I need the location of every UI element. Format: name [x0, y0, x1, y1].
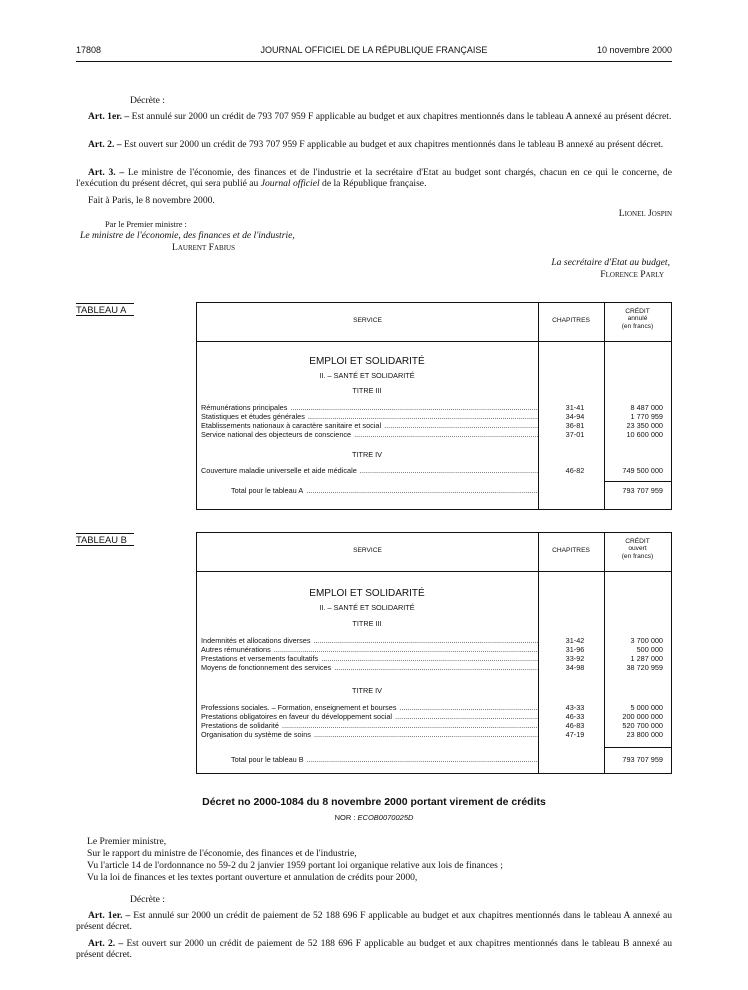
table-row: [201, 422, 667, 431]
row-label: Indemnités et allocations diverses: [201, 637, 311, 645]
decrete-line: Décrète :: [130, 95, 165, 106]
row-amount: 749 500 000: [622, 466, 663, 475]
total-row: [201, 756, 667, 765]
titre-heading: TITRE III: [352, 619, 382, 628]
table-row: [201, 467, 667, 476]
article-3: [76, 167, 672, 189]
row-amount: 1 287 000: [630, 654, 663, 663]
row-chapter: 34-98: [565, 663, 585, 672]
article-label: Art. 2. –: [88, 938, 124, 949]
total-row: [201, 487, 667, 496]
header-divider: [197, 341, 671, 342]
article-label: Art. 1er. –: [88, 111, 130, 122]
header-rule: [76, 61, 672, 62]
total-amount: 793 707 959: [622, 486, 663, 495]
row-amount: 38 720 959: [626, 663, 663, 672]
col-service: SERVICE: [353, 547, 382, 554]
ministry-heading: EMPLOI ET SOLIDARITÉ: [309, 356, 425, 367]
article-1: [76, 111, 672, 122]
journal-title: JOURNAL OFFICIEL DE LA RÉPUBLIQUE FRANÇAISE: [260, 45, 488, 55]
table-row: [201, 413, 667, 422]
titre-heading: TITRE IV: [352, 686, 382, 695]
table-row: [201, 722, 667, 731]
row-amount: 200 000 000: [622, 712, 663, 721]
row-amount: 5 000 000: [630, 703, 663, 712]
header-divider: [197, 571, 671, 572]
article-label: Art. 3. –: [88, 167, 125, 178]
journal-officiel-italic: Journal officiel: [260, 178, 320, 190]
signature-jospin: Lionel Jospin: [618, 208, 672, 219]
row-label: Rémunérations principales: [201, 404, 288, 412]
row-label: Etablissements nationaux à caractère sanitaire et social: [201, 422, 382, 430]
row-amount: 23 800 000: [626, 730, 663, 739]
row-label: Statistiques et études générales: [201, 413, 305, 421]
row-label: Prestations de solidarité: [201, 722, 279, 730]
col-credit-line: CRÉDIT: [625, 538, 650, 545]
nor-code: ECOB0070025D: [357, 813, 414, 822]
tableau-b-label: TABLEAU B: [76, 533, 134, 546]
table-row: [201, 637, 667, 646]
col-credit: [604, 308, 671, 330]
tableau-b: [196, 532, 672, 774]
row-amount: 500 000: [636, 645, 663, 654]
row-label: Autres rémunérations: [201, 646, 271, 654]
row-chapter: 43-33: [565, 703, 585, 712]
nor-label: NOR :: [334, 813, 356, 822]
col-service: SERVICE: [353, 317, 382, 324]
article-1: [76, 910, 672, 932]
article-text: Est ouvert sur 2000 un crédit de 793 707 959 F applicable au budget et aux chapitres mentionnés dans le tableau B annexé au présent décret.: [123, 139, 664, 150]
total-amount: 793 707 959: [622, 755, 663, 764]
row-chapter: 31-96: [565, 645, 585, 654]
row-amount: 8 487 000: [630, 403, 663, 412]
table-row: [201, 713, 667, 722]
total-label: Total pour le tableau A: [231, 487, 304, 495]
row-label: Prestations obligatoires en faveur du développement social: [201, 713, 393, 721]
col-credit-line: annulé: [627, 315, 648, 323]
col-chapitres: CHAPITRES: [552, 317, 590, 324]
row-chapter: 31-42: [565, 636, 585, 645]
article-text-end: de la République française.: [322, 178, 427, 190]
article-label: Art. 1er. –: [88, 910, 131, 921]
row-chapter: 33-92: [565, 654, 585, 663]
col-credit-line: CRÉDIT: [625, 308, 650, 315]
minister-title: Le ministre de l'économie, des finances et de l'industrie,: [80, 230, 295, 241]
col-credit-line: ouvert: [628, 545, 647, 553]
row-label: Organisation du système de soins: [201, 731, 311, 739]
titre-heading: TITRE IV: [352, 450, 382, 459]
row-chapter: 46-82: [565, 466, 585, 475]
decrete-line: Décrète :: [130, 894, 165, 905]
col-credit: [604, 538, 671, 560]
article-text: Est annulé sur 2000 un crédit de paiement de 52 188 696 F applicable au budget et aux chapitres mentionnés dans le tableau A annexé au présent décret.: [76, 910, 672, 933]
tableau-a-label: TABLEAU A: [76, 303, 134, 316]
total-label: Total pour le tableau B: [231, 756, 304, 764]
row-chapter: 37-01: [565, 430, 585, 439]
row-amount: 23 350 000: [626, 421, 663, 430]
total-rule: [605, 747, 671, 748]
article-text: Le ministre de l'économie, des finances et de l'industrie et la secrétaire d'Etat au budget sont chargés, chacun en ce qui le concerne, de l'exécution du présent décret, qui sera publié au: [76, 167, 672, 190]
row-chapter: 36-81: [565, 421, 585, 430]
table-row: [201, 664, 667, 673]
article-2: [76, 938, 672, 960]
fait-line: Fait à Paris, le 8 novembre 2000.: [88, 195, 215, 206]
row-label: Prestations et versements facultatifs: [201, 655, 319, 663]
titre-heading: TITRE III: [352, 386, 382, 395]
table-row: [201, 404, 667, 413]
par-premier-ministre: Par le Premier ministre :: [105, 220, 187, 229]
page-number: 17808: [76, 45, 102, 55]
table-row: [201, 431, 667, 440]
col-credit-line: (en francs): [621, 322, 654, 330]
row-amount: 10 600 000: [626, 430, 663, 439]
issue-date: 10 novembre 2000: [596, 45, 672, 55]
table-row: [201, 646, 667, 655]
article-text: Est ouvert sur 2000 un crédit de paiement de 52 188 696 F applicable au budget et aux chapitres mentionnés dans le tableau B annexé au présent décret.: [76, 938, 672, 961]
col-chapitres: CHAPITRES: [552, 547, 590, 554]
row-label: Service national des objecteurs de conscience: [201, 431, 352, 439]
rapport-line: Sur le rapport du ministre de l'économie, des finances et de l'industrie,: [87, 848, 357, 859]
row-amount: 1 770 959: [630, 412, 663, 421]
row-chapter: 47-19: [565, 730, 585, 739]
nor-line: [76, 812, 672, 823]
row-chapter: 31-41: [565, 403, 585, 412]
row-amount: 520 700 000: [622, 721, 663, 730]
table-row: [201, 655, 667, 664]
signature-fabius: Laurent Fabius: [172, 242, 235, 253]
article-2: [76, 139, 672, 150]
table-row: [201, 704, 667, 713]
section-heading: II. – SANTÉ ET SOLIDARITÉ: [319, 371, 415, 380]
row-label: Professions sociales. – Formation, enseignement et bourses: [201, 704, 397, 712]
row-amount: 3 700 000: [630, 636, 663, 645]
decree-title: Décret no 2000-1084 du 8 novembre 2000 portant virement de crédits: [202, 796, 546, 808]
article-text: Est annulé sur 2000 un crédit de 793 707 959 F applicable au budget et aux chapitres mentionnés dans le tableau A annexé au présent décret.: [131, 111, 672, 122]
signature-parly: Florence Parly: [600, 269, 664, 280]
col-credit-line: (en francs): [621, 552, 654, 560]
table-row: [201, 731, 667, 740]
row-chapter: 46-33: [565, 712, 585, 721]
secretary-title: La secrétaire d'Etat au budget,: [551, 257, 670, 268]
row-chapter: 46-83: [565, 721, 585, 730]
vu-line-2: Vu la loi de finances et les textes portant ouverture et annulation de crédits pour 2000,: [87, 872, 418, 883]
row-label: Couverture maladie universelle et aide médicale: [201, 467, 357, 475]
vu-line-1: Vu l'article 14 de l'ordonnance no 59-2 du 2 janvier 1959 portant loi organique relative aux lois de finances ;: [87, 860, 503, 871]
ministry-heading: EMPLOI ET SOLIDARITÉ: [309, 588, 425, 599]
tableau-a: [196, 302, 672, 510]
total-rule: [605, 481, 671, 482]
row-label: Moyens de fonctionnement des services: [201, 664, 332, 672]
premier-ministre-line: Le Premier ministre,: [87, 836, 167, 847]
section-heading: II. – SANTÉ ET SOLIDARITÉ: [319, 603, 415, 612]
row-chapter: 34-94: [565, 412, 585, 421]
article-label: Art. 2. –: [88, 139, 122, 150]
